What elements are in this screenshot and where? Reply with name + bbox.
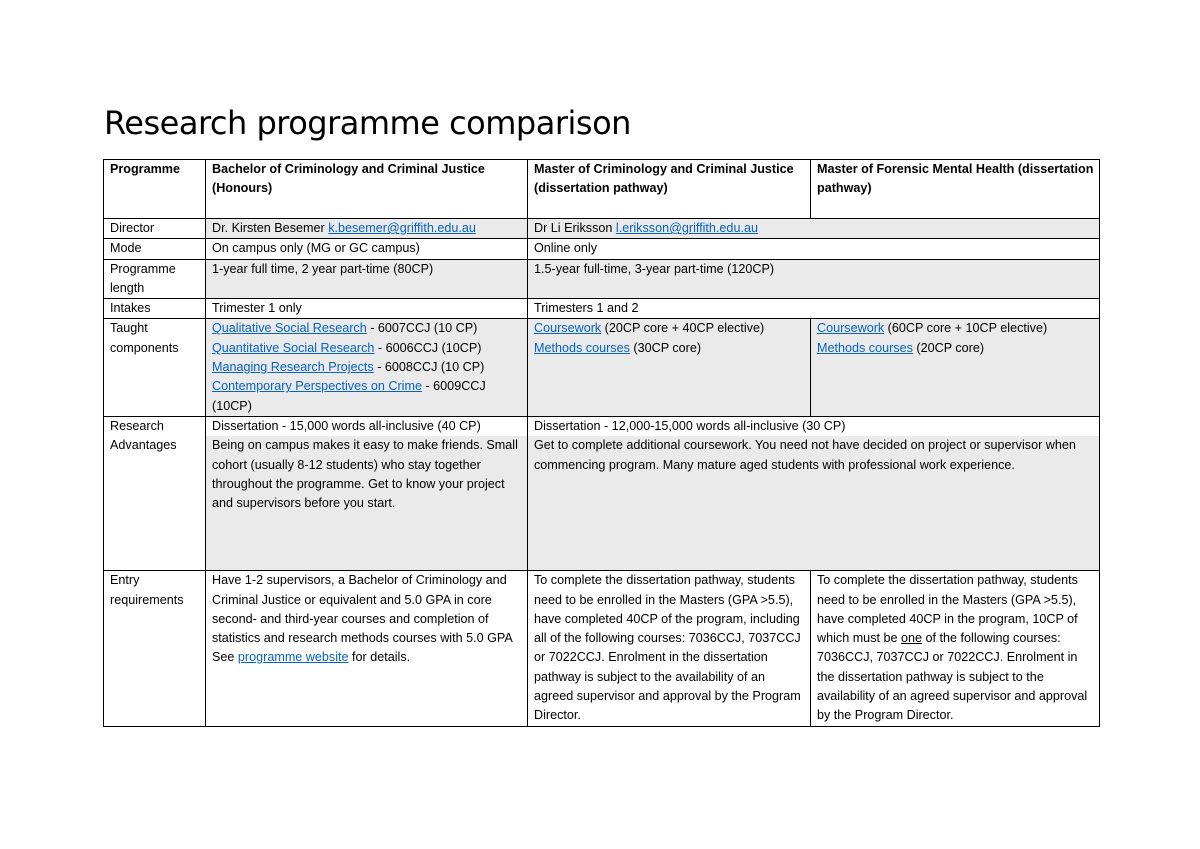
page-title: Research programme comparison	[104, 104, 631, 142]
advantages-masters: Get to complete additional coursework. You need not have decided on project or supervisor when commencing program. Many mature aged students with professional work experience.	[528, 436, 1100, 571]
row-label: Mode	[104, 239, 206, 259]
programme-website-link[interactable]: programme website	[237, 650, 349, 665]
advantages-bcj: Being on campus makes it easy to make friends. Small cohort (usually 8-12 students) who stay together throughout the programme. Get to know your project and supervisors before you start.	[206, 436, 528, 571]
entry-bcj: Have 1-2 supervisors, a Bachelor of Criminology and Criminal Justice or equivalent and 5.0 GPA in core second- and third-year courses and completion of statistics and research methods courses with 5.0 GPA See programme website for details.	[206, 571, 528, 726]
table-row-entry	[104, 571, 1100, 726]
header-mcj: Master of Criminology and Criminal Justice (dissertation pathway)	[528, 160, 811, 219]
methods-courses-link[interactable]: Methods courses	[534, 340, 630, 355]
research-masters: Dissertation - 12,000-15,000 words all-inclusive (30 CP)	[528, 416, 1100, 436]
table-row-director	[104, 219, 1100, 239]
row-label: Advantages	[104, 436, 206, 571]
row-label: Intakes	[104, 299, 206, 319]
intakes-masters: Trimesters 1 and 2	[528, 299, 1100, 319]
header-programme: Programme	[104, 160, 206, 219]
course-link[interactable]: Quantitative Social Research	[212, 340, 375, 355]
director-masters-email-link[interactable]: l.eriksson@griffith.edu.au	[615, 221, 758, 235]
taught-mcj	[528, 319, 811, 416]
mode-masters: Online only	[528, 239, 1100, 259]
mode-bcj: On campus only (MG or GC campus)	[206, 239, 528, 259]
header-row	[104, 160, 1100, 219]
director-bcj-email-link[interactable]: k.besemer@griffith.edu.au	[328, 221, 476, 235]
row-label: Director	[104, 219, 206, 239]
table-row-intakes	[104, 299, 1100, 319]
row-label: Taught components	[104, 319, 206, 416]
length-masters: 1.5-year full-time, 3-year part-time (120CP)	[528, 259, 1100, 299]
table-row-mode	[104, 239, 1100, 259]
table-row-taught	[104, 319, 1100, 416]
director-bcj-name: Dr. Kirsten Besemer	[212, 221, 325, 235]
coursework-link[interactable]: Coursework	[534, 321, 602, 336]
list-item: Qualitative Social Research - 6007CCJ (10 CP)	[212, 321, 478, 336]
list-item: Methods courses (20CP core)	[817, 340, 985, 355]
director-masters-name: Dr Li Eriksson	[534, 221, 613, 235]
taught-bcj	[206, 319, 528, 416]
table-row-advantages	[104, 436, 1100, 571]
list-item: Coursework (20CP core + 40CP elective)	[534, 321, 765, 336]
length-bcj: 1-year full time, 2 year part-time (80CP)	[206, 259, 528, 299]
methods-courses-link[interactable]: Methods courses	[817, 340, 913, 355]
director-masters	[528, 219, 1100, 239]
header-mfmh: Master of Forensic Mental Health (dissertation pathway)	[811, 160, 1100, 219]
research-bcj: Dissertation - 15,000 words all-inclusive (40 CP)	[206, 416, 528, 436]
course-link[interactable]: Qualitative Social Research	[212, 321, 367, 336]
taught-mfmh	[811, 319, 1100, 416]
comparison-table	[103, 159, 1100, 727]
emphasis-one: one	[901, 631, 923, 646]
table-row-research	[104, 416, 1100, 436]
row-label: Entry requirements	[104, 571, 206, 726]
course-link[interactable]: Managing Research Projects	[212, 360, 374, 375]
header-bcj: Bachelor of Criminology and Criminal Justice (Honours)	[206, 160, 528, 219]
director-bcj	[206, 219, 528, 239]
coursework-link[interactable]: Coursework	[817, 321, 885, 336]
intakes-bcj: Trimester 1 only	[206, 299, 528, 319]
entry-mcj: To complete the dissertation pathway, students need to be enrolled in the Masters (GPA >5.5), have completed 40CP of the program, including all of the following courses: 7036CCJ, 7037CCJ or 7022CCJ. Enrolment in the dissertation pathway is subject to the availability of an agreed supervisor and approval by the Program Director.	[528, 571, 811, 726]
list-item: Methods courses (30CP core)	[534, 340, 702, 355]
row-label: Research	[104, 416, 206, 436]
list-item: Coursework (60CP core + 10CP elective)	[817, 321, 1048, 336]
entry-mfmh: To complete the dissertation pathway, students need to be enrolled in the Masters (GPA >5.5), have completed 40CP in the program, 10CP of which must be one of the following courses: 7036CCJ, 7037CCJ or 7022CCJ. Enrolment in the dissertation pathway is subject to the availability of an agreed supervisor and approval by the Program Director.	[811, 571, 1100, 726]
row-label: Programme length	[104, 259, 206, 299]
list-item: Managing Research Projects - 6008CCJ (10 CP)	[212, 360, 485, 375]
list-item: Quantitative Social Research - 6006CCJ (10CP)	[212, 340, 482, 355]
table-row-length	[104, 259, 1100, 299]
course-link[interactable]: Contemporary Perspectives on Crime	[212, 379, 422, 394]
list-item: Contemporary Perspectives on Crime - 6009CCJ (10CP)	[212, 379, 486, 413]
